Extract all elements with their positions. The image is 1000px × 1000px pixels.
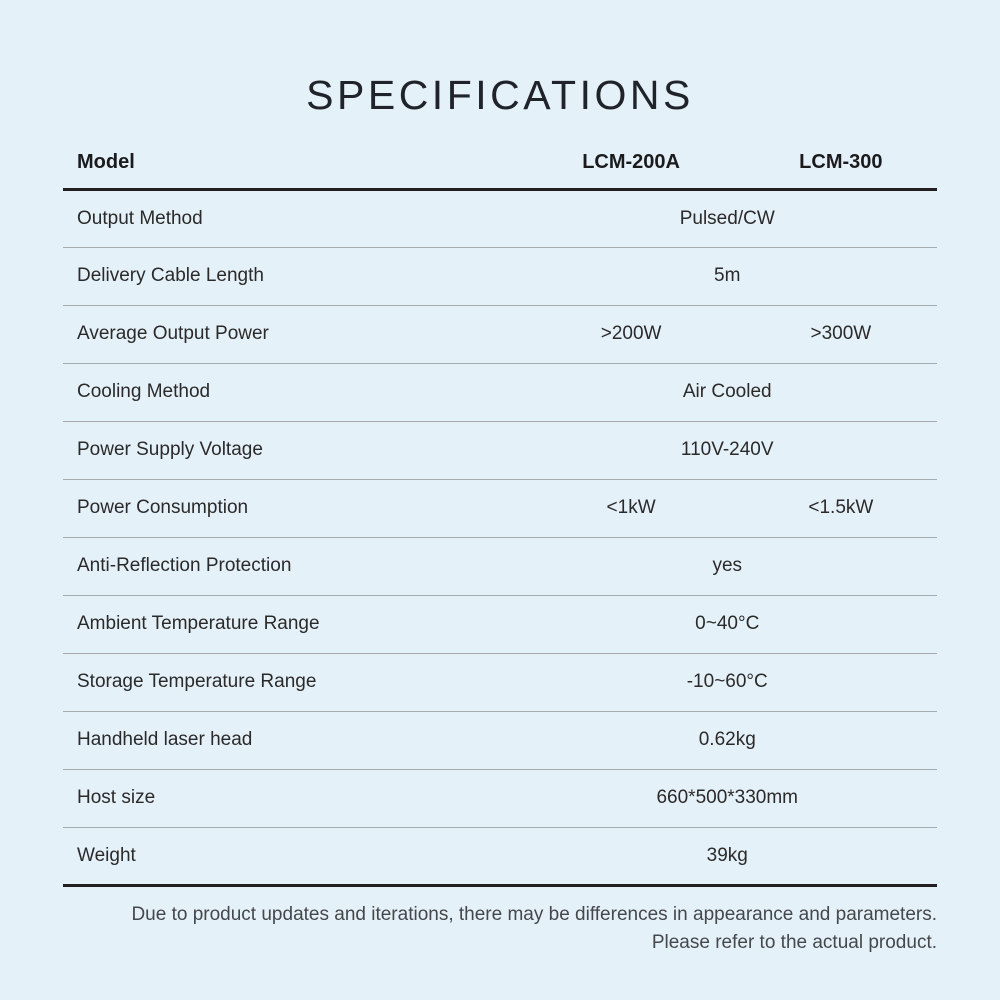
table-row	[63, 247, 937, 305]
table-row	[63, 189, 937, 247]
disclaimer-line-2: Please refer to the actual product.	[651, 931, 937, 953]
table-row	[63, 479, 937, 537]
row-value-merged: 0~40°C	[517, 595, 937, 653]
table-row	[63, 537, 937, 595]
row-value-col1: >200W	[517, 305, 744, 363]
row-label: Delivery Cable Length	[63, 247, 517, 305]
row-label: Ambient Temperature Range	[63, 595, 517, 653]
table-row	[63, 305, 937, 363]
header-model-lcm-300: LCM-300	[745, 137, 937, 189]
table-header	[63, 137, 937, 189]
disclaimer-line-1: Due to product updates and iterations, there may be differences in appearance and parameters.	[131, 903, 937, 925]
table-body	[63, 189, 937, 885]
table-row	[63, 827, 937, 885]
page-title: SPECIFICATIONS	[306, 72, 694, 118]
header-model-lcm-200a: LCM-200A	[517, 137, 744, 189]
row-value-merged: yes	[517, 537, 937, 595]
table-row	[63, 595, 937, 653]
row-label: Weight	[63, 827, 517, 885]
header-model: Model	[63, 137, 517, 189]
row-value-merged: 660*500*330mm	[517, 769, 937, 827]
row-label: Cooling Method	[63, 363, 517, 421]
table-row	[63, 363, 937, 421]
row-value-col1: <1kW	[517, 479, 744, 537]
table-row	[63, 421, 937, 479]
row-value-col2: <1.5kW	[745, 479, 937, 537]
row-label: Power Supply Voltage	[63, 421, 517, 479]
row-value-merged: 39kg	[517, 827, 937, 885]
row-label: Anti-Reflection Protection	[63, 537, 517, 595]
table-row	[63, 769, 937, 827]
row-value-merged: 110V-240V	[517, 421, 937, 479]
row-value-merged: 0.62kg	[517, 711, 937, 769]
row-label: Average Output Power	[63, 305, 517, 363]
row-value-merged: Pulsed/CW	[517, 189, 937, 247]
table-row	[63, 653, 937, 711]
specifications-table	[63, 137, 937, 887]
disclaimer	[63, 901, 937, 957]
row-label: Handheld laser head	[63, 711, 517, 769]
row-label: Storage Temperature Range	[63, 653, 517, 711]
row-label: Power Consumption	[63, 479, 517, 537]
table-header-row	[63, 137, 937, 189]
row-label: Output Method	[63, 189, 517, 247]
row-value-merged: 5m	[517, 247, 937, 305]
row-value-merged: -10~60°C	[517, 653, 937, 711]
table-row	[63, 711, 937, 769]
row-value-merged: Air Cooled	[517, 363, 937, 421]
row-label: Host size	[63, 769, 517, 827]
row-value-col2: >300W	[745, 305, 937, 363]
